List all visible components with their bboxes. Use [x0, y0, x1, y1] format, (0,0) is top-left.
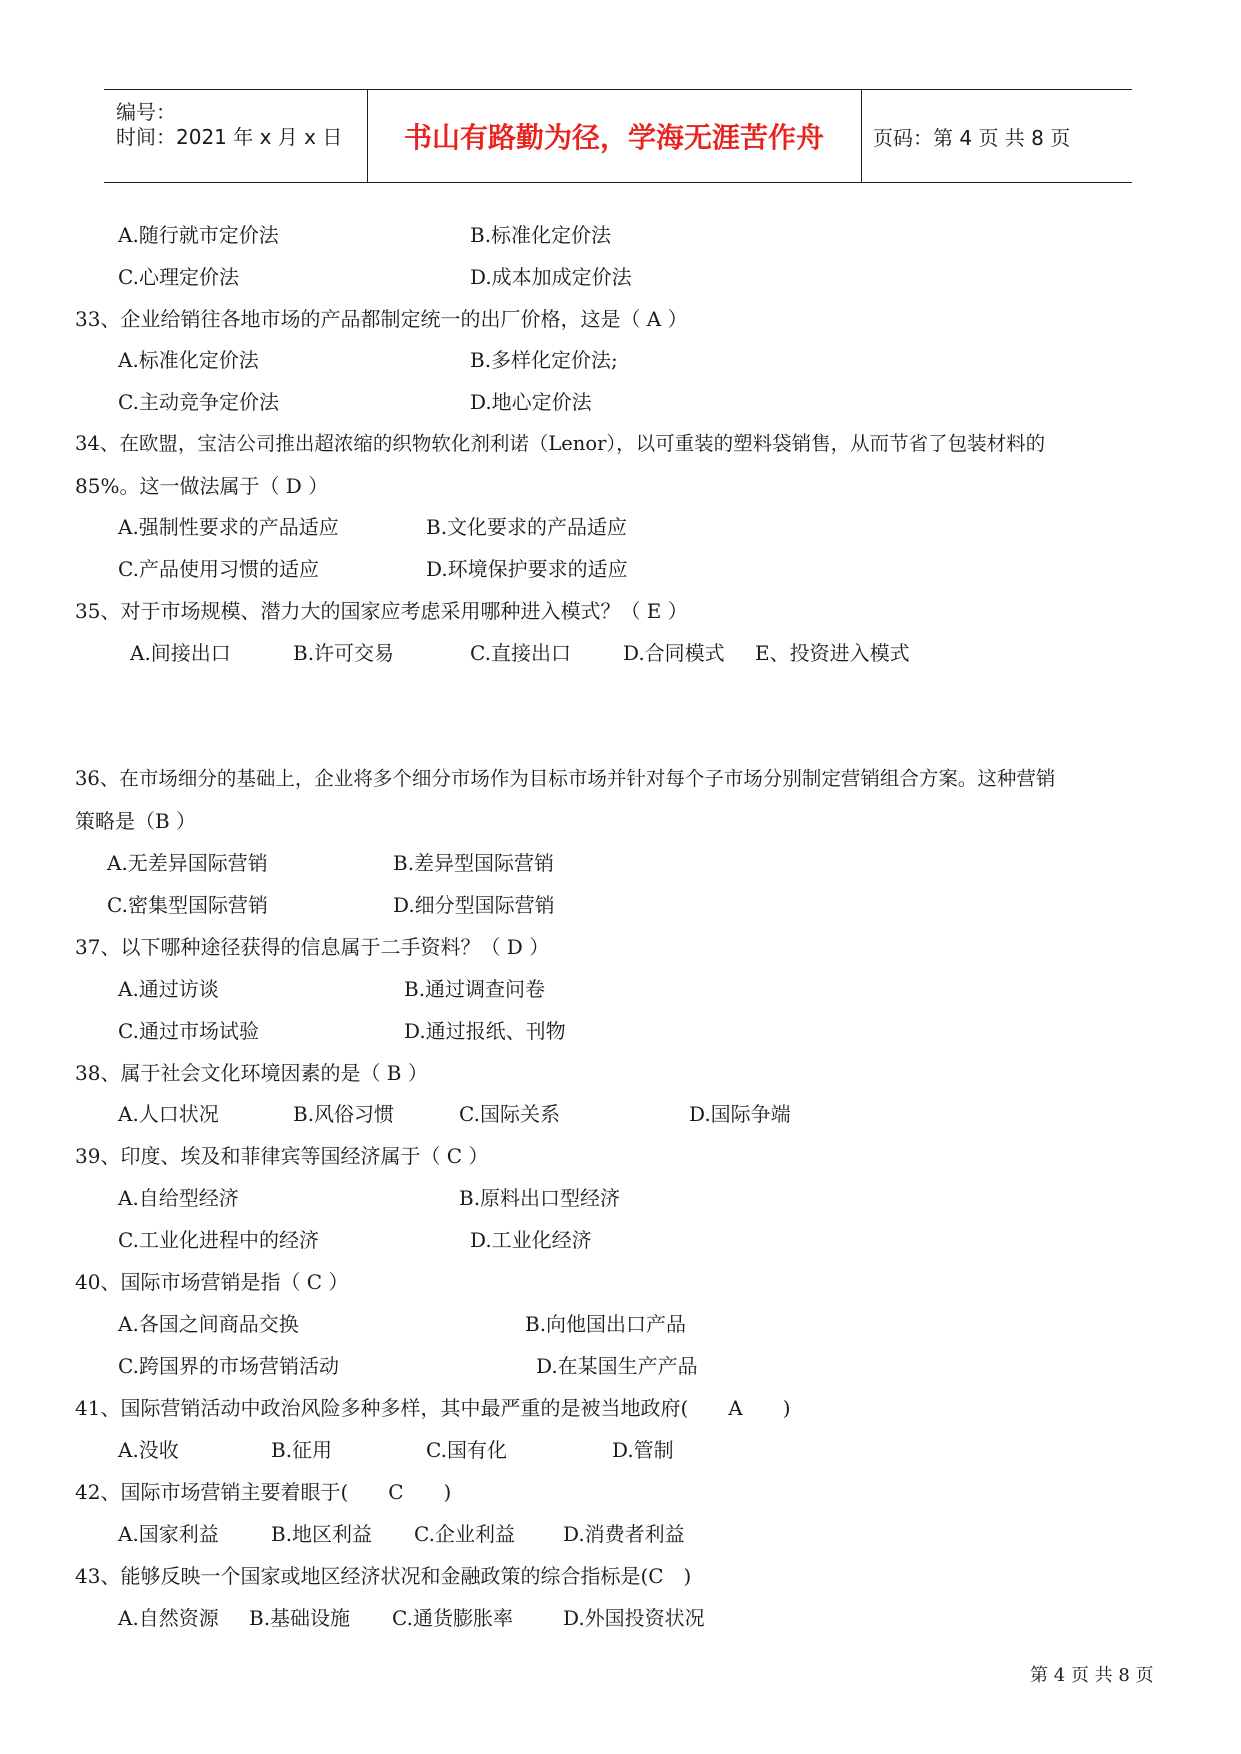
option-line: D.消费者利益	[563, 1522, 685, 1546]
time-label: 时间：2021 年 x 月 x 日	[116, 125, 343, 149]
option-line: A.标准化定价法	[118, 348, 259, 372]
question-line: 33、企业给销往各地市场的产品都制定统一的出厂价格，这是（ A ）	[75, 307, 688, 331]
question-line: 36、在市场细分的基础上，企业将多个细分市场作为目标市场并针对每个子市场分别制定营销组合方案。这种营销	[75, 767, 1056, 790]
question-line: 37、以下哪种途径获得的信息属于二手资料？（ D ）	[75, 935, 550, 959]
option-line: D.管制	[612, 1438, 674, 1462]
option-line: B.风俗习惯	[293, 1102, 395, 1126]
option-line: D.成本加成定价法	[470, 265, 632, 289]
option-line: D.外国投资状况	[563, 1606, 705, 1630]
motto: 书山有路勤为径，学海无涯苦作舟	[403, 121, 824, 154]
page-header	[104, 89, 1132, 183]
option-line: D.通过报纸、刊物	[404, 1019, 566, 1043]
header-page-cell	[861, 90, 1132, 182]
option-line: C.跨国界的市场营销活动	[118, 1354, 339, 1378]
option-line: E、投资进入模式	[755, 641, 910, 665]
option-line: B.文化要求的产品适应	[426, 515, 628, 539]
option-line: D.地心定价法	[470, 390, 592, 414]
option-line: A.自然资源	[118, 1606, 219, 1630]
question-line: 策略是（B ）	[75, 809, 197, 833]
option-line: C.产品使用习惯的适应	[118, 557, 319, 581]
header-info-cell	[104, 90, 368, 182]
option-line: C.通货膨胀率	[392, 1606, 513, 1630]
header-motto-cell	[367, 90, 862, 182]
option-line: B.基础设施	[249, 1606, 351, 1630]
option-line: B.原料出口型经济	[459, 1186, 621, 1210]
option-line: A.通过访谈	[118, 977, 219, 1001]
option-line: A.无差异国际营销	[107, 851, 268, 875]
question-line: 38、属于社会文化环境因素的是（ B ）	[75, 1061, 428, 1085]
option-line: B.许可交易	[293, 641, 395, 665]
option-line: D.国际争端	[689, 1102, 791, 1126]
option-line: C.企业利益	[414, 1522, 515, 1546]
option-line: A.国家利益	[118, 1522, 219, 1546]
option-line: C.心理定价法	[118, 265, 239, 289]
page-footer: 第 4 页 共 8 页	[1030, 1665, 1154, 1686]
option-line: A.人口状况	[118, 1102, 219, 1126]
option-line: B.标准化定价法	[470, 223, 612, 247]
question-line: 41、国际营销活动中政治风险多种多样，其中最严重的是被当地政府( A )	[75, 1396, 791, 1420]
question-line: 42、国际市场营销主要着眼于( C )	[75, 1480, 452, 1504]
option-line: A.强制性要求的产品适应	[118, 515, 339, 539]
option-line: B.征用	[271, 1438, 333, 1462]
question-line: 34、在欧盟，宝洁公司推出超浓缩的织物软化剂利诺（Lenor），以可重装的塑料袋销售，从而节省了包装材料的	[75, 432, 1046, 455]
option-line: A.自给型经济	[118, 1186, 239, 1210]
option-line: D.工业化经济	[470, 1228, 592, 1252]
serial-label: 编号：	[116, 100, 176, 124]
option-line: B.向他国出口产品	[525, 1312, 687, 1336]
question-line: 85%。这一做法属于（ D ）	[75, 474, 329, 498]
option-line: A.没收	[118, 1438, 179, 1462]
option-line: A.间接出口	[130, 641, 231, 665]
option-line: C.主动竞争定价法	[118, 390, 279, 414]
option-line: D.环境保护要求的适应	[426, 557, 628, 581]
question-line: 39、印度、埃及和菲律宾等国经济属于（ C ）	[75, 1144, 489, 1168]
option-line: D.细分型国际营销	[393, 893, 555, 917]
option-line: A.随行就市定价法	[118, 223, 279, 247]
option-line: C.密集型国际营销	[107, 893, 268, 917]
option-line: C.工业化进程中的经济	[118, 1228, 319, 1252]
option-line: D.在某国生产产品	[536, 1354, 698, 1378]
option-line: C.直接出口	[470, 641, 571, 665]
question-line: 40、国际市场营销是指（ C ）	[75, 1270, 349, 1294]
option-line: B.多样化定价法;	[470, 348, 618, 372]
option-line: B.差异型国际营销	[393, 851, 555, 875]
option-line: A.各国之间商品交换	[118, 1312, 299, 1336]
option-line: D.合同模式	[623, 641, 725, 665]
question-line: 35、对于市场规模、潜力大的国家应考虑采用哪种进入模式？（ E ）	[75, 599, 688, 623]
question-line: 43、能够反映一个国家或地区经济状况和金融政策的综合指标是(C )	[75, 1564, 692, 1588]
page-code: 页码：第 4 页 共 8 页	[873, 125, 1071, 150]
option-line: C.国有化	[426, 1438, 507, 1462]
option-line: C.国际关系	[459, 1102, 560, 1126]
option-line: B.地区利益	[271, 1522, 373, 1546]
option-line: B.通过调查问卷	[404, 977, 546, 1001]
option-line: C.通过市场试验	[118, 1019, 259, 1043]
